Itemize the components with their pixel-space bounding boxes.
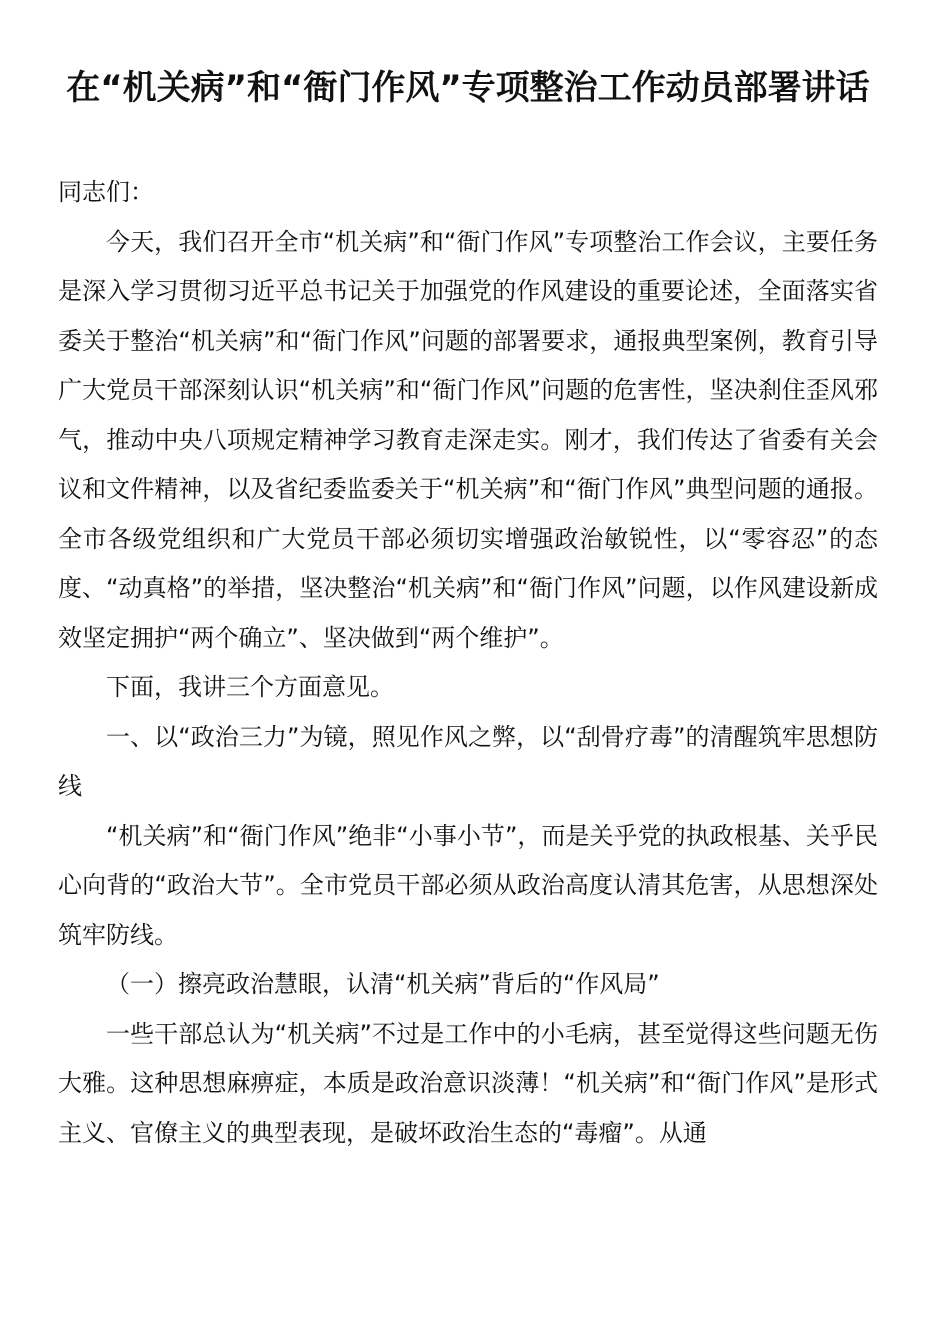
subsection-paragraph: 一些干部总认为“机关病”不过是工作中的小毛病，甚至觉得这些问题无伤大雅。这种思想麻痹症，本质是政治意识淡薄！“机关病”和“衙门作风”是形式主义、官僚主义的典型表现，是破坏政治生态的“毒瘤”。从通	[58, 1019, 878, 1147]
salutation: 同志们：	[58, 178, 154, 206]
document-title: 在“机关病”和“衙门作风”专项整治工作动员部署讲话	[66, 68, 870, 108]
subsection-heading: （一）擦亮政治慧眼，认清“机关病”背后的“作风局”	[106, 970, 660, 998]
section-one-paragraph: “机关病”和“衙门作风”绝非“小事小节”，而是关乎党的执政根基、关乎民心向背的“政治大节”。全市党员干部必须从政治高度认清其危害，从思想深处筑牢防线。	[58, 821, 878, 949]
outline-paragraph: 下面，我讲三个方面意见。	[106, 673, 394, 701]
section-one-heading: 一、以“政治三力”为镜，照见作风之弊，以“刮骨疗毒”的清醒筑牢思想防线	[58, 722, 878, 800]
opening-paragraph: 今天，我们召开全市“机关病”和“衙门作风”专项整治工作会议，主要任务是深入学习贯彻习近平总书记关于加强党的作风建设的重要论述，全面落实省委关于整治“机关病”和“衙门作风”问题的部署要求，通报典型案例，教育引导广大党员干部深刻认识“机关病”和“衙门作风”问题的危害性，坚决刹住歪风邪气，推动中央八项规定精神学习教育走深走实。刚才，我们传达了省委有关会议和文件精神，以及省纪委监委关于“机关病”和“衙门作风”典型问题的通报。全市各级党组织和广大党员干部必须切实增强政治敏锐性，以“零容忍”的态度、“动真格”的举措，坚决整治“机关病”和“衙门作风”问题，以作风建设新成效坚定拥护“两个确立”、坚决做到“两个维护”。	[58, 227, 878, 652]
document-body	[58, 168, 878, 1158]
